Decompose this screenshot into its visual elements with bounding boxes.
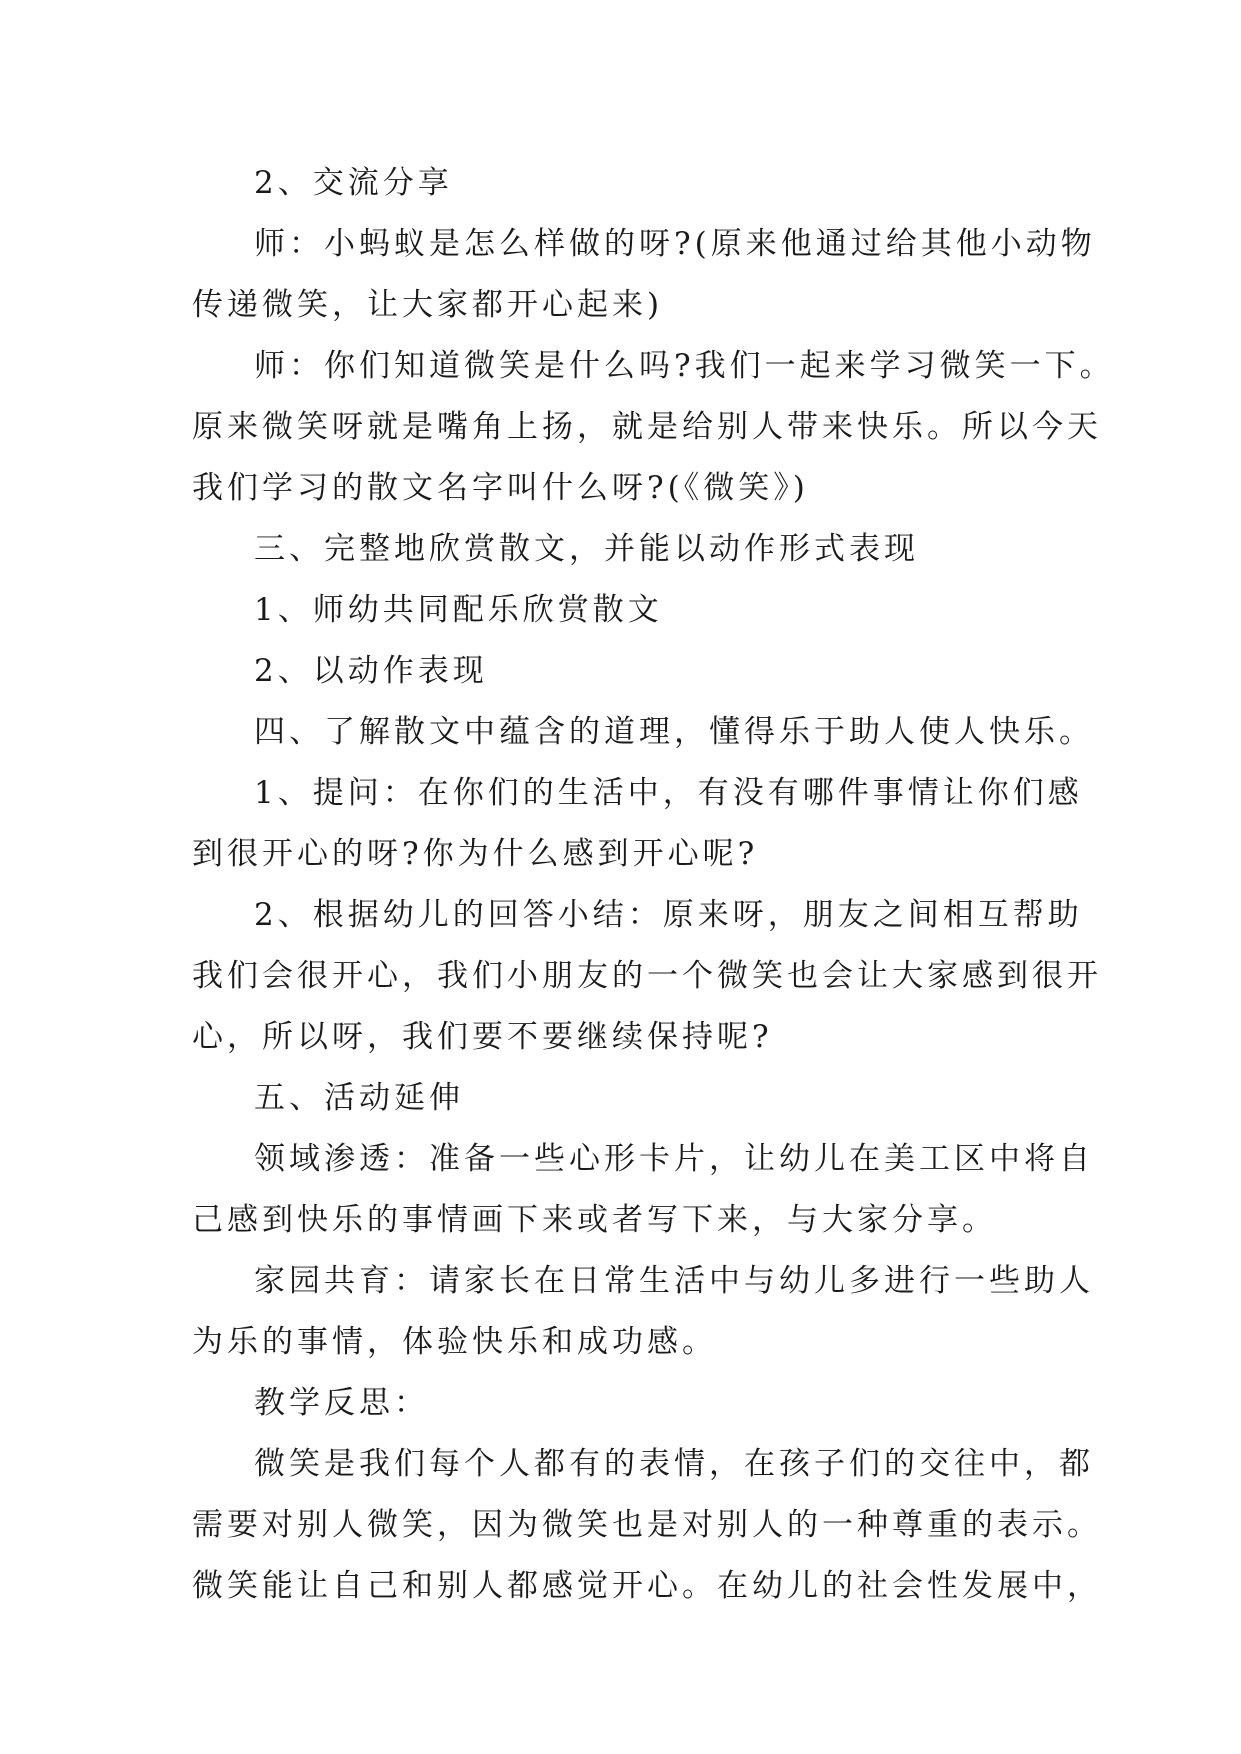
- paragraph-line: 2、根据幼儿的回答小结：原来呀，朋友之间相互帮助: [254, 897, 1083, 933]
- paragraph-line: 我们会很开心，我们小朋友的一个微笑也会让大家感到很开: [192, 958, 1102, 994]
- paragraph-line: 师：你们知道微笑是什么吗?我们一起来学习微笑一下。: [254, 348, 1115, 384]
- paragraph-line: 需要对别人微笑，因为微笑也是对别人的一种尊重的表示。: [192, 1507, 1102, 1543]
- paragraph-line: 心，所以呀，我们要不要继续保持呢?: [192, 1019, 773, 1055]
- section-heading: 教学反思：: [254, 1385, 429, 1421]
- paragraph-line: 领域渗透：准备一些心形卡片，让幼儿在美工区中将自: [254, 1141, 1094, 1177]
- paragraph-line: 1、提问：在你们的生活中，有没有哪件事情让你们感: [254, 775, 1083, 811]
- paragraph-line: 微笑能让自己和别人都感觉开心。在幼儿的社会性发展中，: [192, 1568, 1102, 1604]
- paragraph-line: 家园共育：请家长在日常生活中与幼儿多进行一些助人: [254, 1263, 1094, 1299]
- paragraph-line: 师：小蚂蚁是怎么样做的呀?(原来他通过给其他小动物: [254, 226, 1096, 262]
- paragraph-line: 1、师幼共同配乐欣赏散文: [254, 592, 663, 628]
- paragraph-line: 原来微笑呀就是嘴角上扬，就是给别人带来快乐。所以今天: [192, 409, 1102, 445]
- paragraph-line: 我们学习的散文名字叫什么呀?(《微笑》): [192, 470, 809, 506]
- paragraph-line: 己感到快乐的事情画下来或者写下来，与大家分享。: [192, 1202, 997, 1238]
- paragraph-line: 微笑是我们每个人都有的表情，在孩子们的交往中，都: [254, 1446, 1094, 1482]
- paragraph-line: 到很开心的呀?你为什么感到开心呢?: [192, 836, 759, 872]
- paragraph-line: 2、交流分享: [254, 165, 453, 201]
- section-heading: 五、活动延伸: [254, 1080, 464, 1116]
- section-heading: 三、完整地欣赏散文，并能以动作形式表现: [254, 531, 919, 567]
- section-heading: 四、了解散文中蕴含的道理，懂得乐于助人使人快乐。: [254, 714, 1094, 750]
- paragraph-line: 2、以动作表现: [254, 653, 488, 689]
- paragraph-line: 为乐的事情，体验快乐和成功感。: [192, 1324, 717, 1360]
- paragraph-line: 传递微笑，让大家都开心起来): [192, 287, 664, 323]
